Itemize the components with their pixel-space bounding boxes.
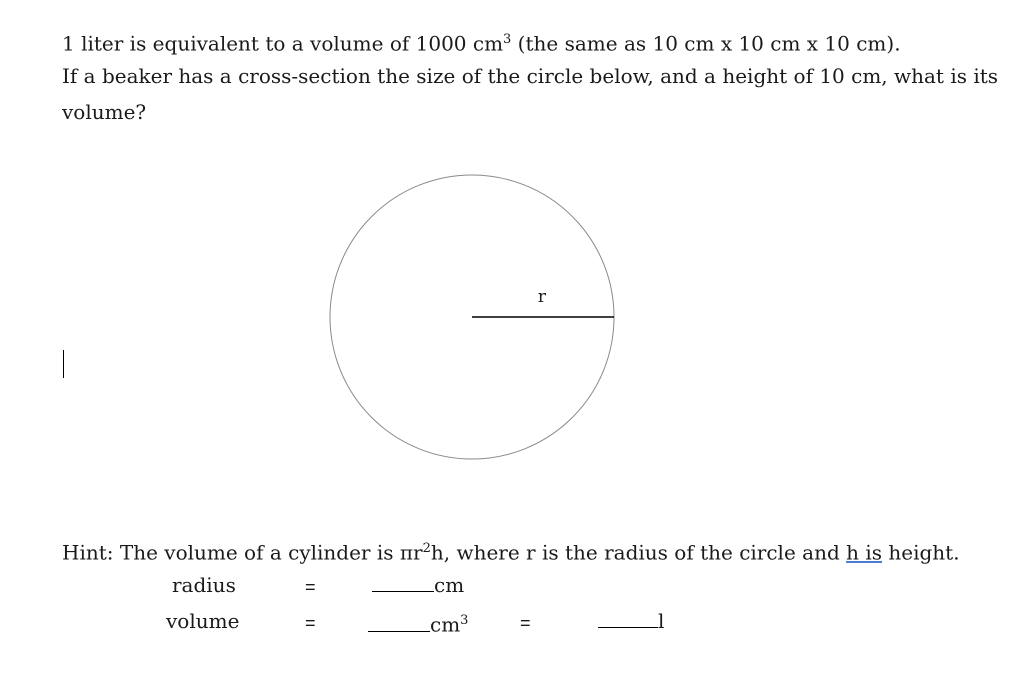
radius-label: r xyxy=(537,287,547,307)
intro-line-1-rest: (the same as 10 cm x 10 cm x 10 cm). xyxy=(511,31,901,56)
liter-equals: = xyxy=(520,613,531,633)
radius-blank[interactable] xyxy=(372,573,434,592)
radius-unit: cm xyxy=(434,573,465,597)
volume-unit: cm xyxy=(430,612,461,637)
hint-underlined: h is xyxy=(846,540,883,565)
liter-answer xyxy=(598,609,664,633)
volume-blank[interactable] xyxy=(368,613,430,632)
volume-equals: = xyxy=(305,613,316,633)
radius-answer xyxy=(372,573,464,597)
hint-mid: h, where r is the radius of the circle and xyxy=(430,540,847,565)
liter-blank[interactable] xyxy=(598,609,658,628)
radius-equals: = xyxy=(305,577,316,597)
intro-line-3: volume? xyxy=(62,100,147,124)
cubed-superscript: 3 xyxy=(503,32,512,47)
volume-label-text: volume xyxy=(166,609,240,633)
volume-answer xyxy=(368,609,468,637)
hint-text xyxy=(62,537,960,565)
volume-unit-superscript: 3 xyxy=(460,613,469,628)
hint-pre: Hint: The volume of a cylinder is πr xyxy=(62,540,423,565)
hint-post: height. xyxy=(882,540,960,565)
liter-unit: l xyxy=(658,609,665,633)
radius-label-text: radius xyxy=(172,573,236,597)
intro-line-2: If a beaker has a cross-section the size of the circle below, and a height of 10 cm, what is its xyxy=(62,64,999,88)
intro-line-1-text: 1 liter is equivalent to a volume of 1000 cm xyxy=(62,31,504,56)
squared-superscript: 2 xyxy=(422,541,431,556)
